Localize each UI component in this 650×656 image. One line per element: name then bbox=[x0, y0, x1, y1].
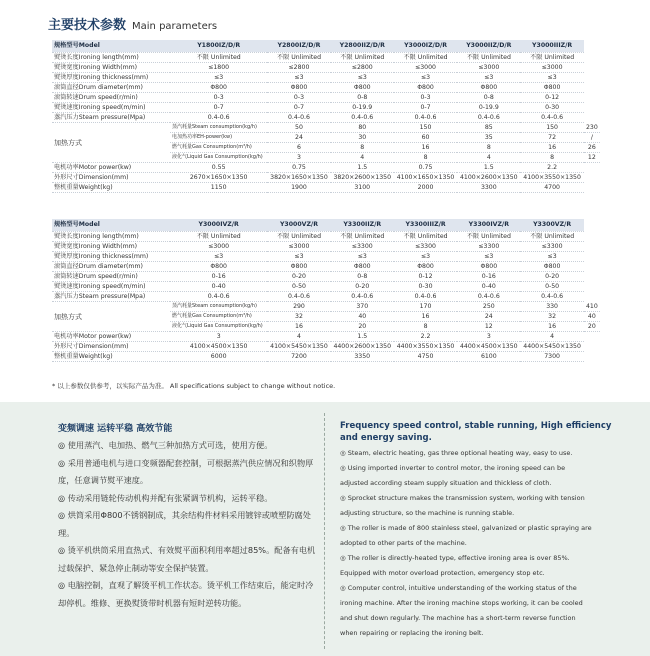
feature-en-item: ◎ The roller is directly-heated type, effective ironing area is over 85%. Equipped with motor overload protection, emergency stop etc. bbox=[340, 554, 570, 577]
row-label: 熨烫速度Ironing speed(m/min) bbox=[52, 103, 170, 113]
table-row bbox=[52, 272, 600, 282]
table-cell: ≤3 bbox=[457, 252, 520, 262]
table-cell: 20 bbox=[331, 322, 394, 332]
table-cell: 330 bbox=[520, 302, 583, 312]
row-label: 整机重量Weight(kg) bbox=[52, 352, 170, 362]
table-cell: ≤3300 bbox=[394, 242, 457, 252]
column-header: Y1800IZ/D/R bbox=[170, 40, 267, 53]
features-en-heading: Frequency speed control, stable running, High efficiency and energy saving. bbox=[340, 421, 612, 443]
feature-cn-item: ◎ 传动采用链轮传动机构并配有张紧调节机构，运转平稳。 bbox=[58, 492, 273, 503]
table-cell: 26 bbox=[584, 143, 600, 153]
row-label: 外形尺寸Dimension(mm) bbox=[52, 342, 170, 352]
table-cell: 2670×1650×1350 bbox=[170, 173, 267, 183]
table-cell: 不限 Unlimited bbox=[457, 53, 520, 63]
table-cell: 0-3 bbox=[170, 93, 267, 103]
table-cell: 4100×3550×1350 bbox=[520, 173, 583, 183]
table-cell: 1.5 bbox=[331, 332, 394, 342]
row-label: 熨烫厚度Ironing thickness(mm) bbox=[52, 73, 170, 83]
row-label: 熨烫宽度Ironing Width(mm) bbox=[52, 63, 170, 73]
table-cell: 3820×1650×1350 bbox=[267, 173, 330, 183]
table-cell: 不限 Unlimited bbox=[170, 232, 267, 242]
table-cell: 8 bbox=[331, 143, 394, 153]
table-cell: 0-19.9 bbox=[457, 103, 520, 113]
table-cell: 8 bbox=[394, 153, 457, 163]
row-label: 蒸汽压力Steam pressure(Mpa) bbox=[52, 113, 170, 123]
spec-table-2 bbox=[52, 219, 600, 362]
table-cell: 4100×4500×1350 bbox=[170, 342, 267, 352]
column-header: Y3000VZ/R bbox=[267, 219, 330, 232]
table-cell: Φ800 bbox=[457, 262, 520, 272]
table-cell: ≤3 bbox=[520, 73, 583, 83]
table-cell: 4 bbox=[457, 153, 520, 163]
table-cell: 3 bbox=[170, 332, 267, 342]
table-cell: ≤3 bbox=[520, 252, 583, 262]
header-label: 规格型号Model bbox=[52, 219, 170, 232]
table-cell: 6 bbox=[267, 143, 330, 153]
row-label: 液化气Liquid Gas Consumption(kg/h) bbox=[170, 153, 267, 163]
table-cell: Φ800 bbox=[170, 83, 267, 93]
row-label: 熨烫厚度Ironing thickness(mm) bbox=[52, 252, 170, 262]
row-label: 蒸汽耗量Steam consumption(kg/h) bbox=[170, 123, 267, 133]
table-row bbox=[52, 73, 600, 83]
table-cell: 不限 Unlimited bbox=[394, 232, 457, 242]
feature-en-item: ◎ Using imported inverter to control motor, the ironing speed can be adjusted according steam supply situation and thickless of cloth. bbox=[340, 464, 566, 487]
table-cell: 0-8 bbox=[331, 93, 394, 103]
row-label: 熨烫长度Ironing length(mm) bbox=[52, 53, 170, 63]
features-cn-heading: 变频调速 运转平稳 高效节能 bbox=[58, 424, 173, 434]
table-cell: 3 bbox=[457, 332, 520, 342]
heating-group-label: 加热方式 bbox=[52, 123, 170, 163]
table-cell: 3300 bbox=[457, 183, 520, 193]
table-cell: 4400×4500×1350 bbox=[457, 342, 520, 352]
table-cell: ≤1800 bbox=[170, 63, 267, 73]
table-cell: Φ800 bbox=[520, 262, 583, 272]
row-label: 滚筒转速Drum speed(r/min) bbox=[52, 93, 170, 103]
table-cell: ≤3 bbox=[170, 73, 267, 83]
column-header: Y3000IIIZ/R bbox=[520, 40, 583, 53]
table-cell: 0-7 bbox=[394, 103, 457, 113]
table-cell: 0.4-0.6 bbox=[394, 113, 457, 123]
table-cell: 8 bbox=[457, 143, 520, 153]
table-cell: 0.4-0.6 bbox=[170, 113, 267, 123]
table-cell: 150 bbox=[394, 123, 457, 133]
row-label: 滚筒直径Drum diameter(mm) bbox=[52, 83, 170, 93]
table-row bbox=[52, 282, 600, 292]
table-cell: 0-19.9 bbox=[331, 103, 394, 113]
table-cell: ≤2800 bbox=[331, 63, 394, 73]
table-cell: 30 bbox=[331, 133, 394, 143]
table-cell: 4700 bbox=[520, 183, 583, 193]
table-cell: 40 bbox=[584, 312, 600, 322]
table-cell: 0.55 bbox=[170, 163, 267, 173]
table-cell: 0-16 bbox=[170, 272, 267, 282]
table-cell: 不限 Unlimited bbox=[331, 53, 394, 63]
table-cell: 3350 bbox=[331, 352, 394, 362]
table-cell: 7200 bbox=[267, 352, 330, 362]
row-label: 电加热功率EH-power(kw) bbox=[170, 133, 267, 143]
table-cell: 0.4-0.6 bbox=[267, 292, 330, 302]
table-cell: 0.4-0.6 bbox=[457, 292, 520, 302]
row-label: 电机功率Motor power(kw) bbox=[52, 163, 170, 173]
feature-cn-item: ◎ 使用蒸汽、电加热、燃气三种加热方式可选，使用方便。 bbox=[58, 440, 273, 450]
column-header: Y3000IVZ/R bbox=[170, 219, 267, 232]
table-cell: 16 bbox=[394, 143, 457, 153]
table-cell: ≤3 bbox=[267, 73, 330, 83]
table-cell: 0.75 bbox=[394, 163, 457, 173]
table-cell: 8 bbox=[394, 322, 457, 332]
table-cell: 0.4-0.6 bbox=[331, 292, 394, 302]
table-cell: ≤3 bbox=[331, 252, 394, 262]
table-row bbox=[52, 93, 600, 103]
table-cell: Φ800 bbox=[520, 83, 583, 93]
table-cell: 不限 Unlimited bbox=[457, 232, 520, 242]
title-cn: 主要技术参数 bbox=[48, 18, 127, 33]
table-cell: 250 bbox=[457, 302, 520, 312]
table-row bbox=[52, 103, 600, 113]
table-cell: 0.4-0.6 bbox=[457, 113, 520, 123]
table-cell: ≤3000 bbox=[457, 63, 520, 73]
column-header: Y3300IIIZ/R bbox=[394, 219, 457, 232]
table-row bbox=[52, 123, 600, 133]
table-cell: 2.2 bbox=[394, 332, 457, 342]
header-label: 规格型号Model bbox=[52, 40, 170, 53]
table-cell: 4100×1650×1350 bbox=[394, 173, 457, 183]
feature-en-item: ◎ Sprocket structure makes the transmission system, working with tension adjusting structure, so the machine is running stable. bbox=[340, 494, 585, 517]
table-cell: 0-50 bbox=[520, 282, 583, 292]
table-cell: 4100×2600×1350 bbox=[457, 173, 520, 183]
table-row bbox=[52, 332, 600, 342]
table-row bbox=[52, 83, 600, 93]
table-cell: ≤3 bbox=[267, 252, 330, 262]
table-cell: 170 bbox=[394, 302, 457, 312]
table-cell: 0.4-0.6 bbox=[331, 113, 394, 123]
table-cell: ≤3 bbox=[170, 252, 267, 262]
table-row bbox=[52, 173, 600, 183]
table-cell: 72 bbox=[520, 133, 583, 143]
row-label: 燃气耗量Gas Consumption(m³/h) bbox=[170, 143, 267, 153]
table-cell: 0-7 bbox=[170, 103, 267, 113]
table-cell: 16 bbox=[520, 143, 583, 153]
table-row bbox=[52, 342, 600, 352]
table-cell: 1900 bbox=[267, 183, 330, 193]
column-header: Y2800IIZ/D/R bbox=[331, 40, 394, 53]
table-cell: ≤3 bbox=[394, 73, 457, 83]
table-cell: 2000 bbox=[394, 183, 457, 193]
row-label: 蒸汽耗量Steam consumption(kg/h) bbox=[170, 302, 267, 312]
table-row bbox=[52, 63, 600, 73]
feature-en-item: ◎ Steam, electric heating, gas three optional heating way, easy to use. bbox=[340, 449, 573, 457]
table-cell: 12 bbox=[584, 153, 600, 163]
table-cell: 0.4-0.6 bbox=[394, 292, 457, 302]
title-en: Main parameters bbox=[132, 21, 218, 32]
table-cell: 4400×3550×1350 bbox=[394, 342, 457, 352]
spec-table-1 bbox=[52, 40, 600, 193]
table-cell: 4400×5450×1350 bbox=[520, 342, 583, 352]
table-cell: 4 bbox=[331, 153, 394, 163]
table-cell: 0.4-0.6 bbox=[267, 113, 330, 123]
table-header-row bbox=[52, 40, 600, 53]
row-label: 滚筒转速Drum speed(r/min) bbox=[52, 272, 170, 282]
table-cell: / bbox=[584, 133, 600, 143]
table-row bbox=[52, 163, 600, 173]
table-cell: Φ800 bbox=[457, 83, 520, 93]
table-cell: ≤3000 bbox=[520, 63, 583, 73]
feature-en-item: ◎ The roller is made of 800 stainless steel, galvanized or plastic spraying are adopted to other parts of the machine. bbox=[340, 524, 592, 547]
row-label: 滚筒直径Drum diameter(mm) bbox=[52, 262, 170, 272]
table-cell: 不限 Unlimited bbox=[267, 53, 330, 63]
table-cell: 60 bbox=[394, 133, 457, 143]
table-cell: ≤3 bbox=[457, 73, 520, 83]
table-cell: 0-40 bbox=[457, 282, 520, 292]
table-cell: ≤3300 bbox=[331, 242, 394, 252]
table-row bbox=[52, 352, 600, 362]
table-row bbox=[52, 252, 600, 262]
table-cell: 80 bbox=[331, 123, 394, 133]
table-cell: 3820×2600×1350 bbox=[331, 173, 394, 183]
table-cell: 24 bbox=[267, 133, 330, 143]
table-cell: 0.4-0.6 bbox=[520, 292, 583, 302]
table-cell: 410 bbox=[584, 302, 600, 312]
table-cell: 16 bbox=[394, 312, 457, 322]
table-cell: 16 bbox=[520, 322, 583, 332]
table-cell: 不限 Unlimited bbox=[520, 232, 583, 242]
table-cell: 2.2 bbox=[520, 163, 583, 173]
table-cell: 0-50 bbox=[267, 282, 330, 292]
table-cell: 8 bbox=[520, 153, 583, 163]
table-row bbox=[52, 113, 600, 123]
table-cell: 85 bbox=[457, 123, 520, 133]
feature-cn-item: ◎ 采用普通电机与进口变频器配套控制，可根据蒸汽供应情况和织物厚度，任意调节熨平速度。 bbox=[58, 457, 314, 485]
table-cell: ≤2800 bbox=[267, 63, 330, 73]
row-label: 整机重量Weight(kg) bbox=[52, 183, 170, 193]
table-cell: 0-8 bbox=[457, 93, 520, 103]
table-cell: 4 bbox=[520, 332, 583, 342]
table-cell: 3100 bbox=[331, 183, 394, 193]
table-cell: 12 bbox=[457, 322, 520, 332]
table-cell: Φ800 bbox=[170, 262, 267, 272]
table-cell: 290 bbox=[267, 302, 330, 312]
footnote: * 以上参数仅供参考，以实际产品为准。 All specifications subject to change without notice. bbox=[52, 382, 336, 390]
table-cell: 0-40 bbox=[170, 282, 267, 292]
table-cell: 4750 bbox=[394, 352, 457, 362]
column-header: Y3000IIZ/D/R bbox=[457, 40, 520, 53]
table-cell: ≤3300 bbox=[520, 242, 583, 252]
table-cell: 1150 bbox=[170, 183, 267, 193]
table-cell: 4400×2600×1350 bbox=[331, 342, 394, 352]
table-cell: Φ800 bbox=[331, 83, 394, 93]
column-header: Y3300IIZ/R bbox=[331, 219, 394, 232]
table-cell: 0-20 bbox=[520, 272, 583, 282]
features-cn-list bbox=[58, 437, 316, 612]
table-cell: Φ800 bbox=[331, 262, 394, 272]
table-header-row bbox=[52, 219, 600, 232]
table-cell: 0-12 bbox=[394, 272, 457, 282]
table-cell: 0-20 bbox=[267, 272, 330, 282]
table-cell: 230 bbox=[584, 123, 600, 133]
table-cell: 0-3 bbox=[267, 93, 330, 103]
column-header: Y3300IVZ/R bbox=[457, 219, 520, 232]
row-label: 燃气耗量Gas Consumption(m³/h) bbox=[170, 312, 267, 322]
features-en-list bbox=[340, 446, 594, 641]
table-cell: 3 bbox=[267, 153, 330, 163]
table-cell: 不限 Unlimited bbox=[394, 53, 457, 63]
table-cell: Φ800 bbox=[267, 83, 330, 93]
table-cell: 20 bbox=[584, 322, 600, 332]
table-cell: 7300 bbox=[520, 352, 583, 362]
table-cell: 0-8 bbox=[331, 272, 394, 282]
table-row bbox=[52, 242, 600, 252]
table-cell: 370 bbox=[331, 302, 394, 312]
table-cell: 0.75 bbox=[267, 163, 330, 173]
page-title bbox=[48, 14, 217, 33]
table-cell: 不限 Unlimited bbox=[331, 232, 394, 242]
table-row bbox=[52, 262, 600, 272]
table-cell: 0-3 bbox=[394, 93, 457, 103]
table-cell: 1.5 bbox=[331, 163, 394, 173]
column-divider bbox=[324, 413, 325, 649]
table-cell: 不限 Unlimited bbox=[267, 232, 330, 242]
row-label: 电机功率Motor power(kw) bbox=[52, 332, 170, 342]
table-cell: Φ800 bbox=[267, 262, 330, 272]
table-row bbox=[52, 302, 600, 312]
table-cell: 0-16 bbox=[457, 272, 520, 282]
table-row bbox=[52, 292, 600, 302]
row-label: 熨烫宽度Ironing Width(mm) bbox=[52, 242, 170, 252]
table-cell: 1.5 bbox=[457, 163, 520, 173]
heating-group-label: 加热方式 bbox=[52, 302, 170, 332]
table-cell: ≤3300 bbox=[457, 242, 520, 252]
table-cell: 0-7 bbox=[267, 103, 330, 113]
table-cell: 16 bbox=[267, 322, 330, 332]
table-cell: 0.4-0.6 bbox=[520, 113, 583, 123]
table-cell: 6100 bbox=[457, 352, 520, 362]
table-cell: 0-30 bbox=[394, 282, 457, 292]
column-header: Y2800IZ/D/R bbox=[267, 40, 330, 53]
table-cell: 0-12 bbox=[520, 93, 583, 103]
table-cell: Φ800 bbox=[394, 262, 457, 272]
table-cell: 不限 Unlimited bbox=[520, 53, 583, 63]
feature-cn-item: ◎ 烘筒采用Φ800不锈钢制成，其余结构件材料采用镀锌或喷塑防腐处理。 bbox=[58, 510, 311, 538]
table-cell: ≤3000 bbox=[394, 63, 457, 73]
table-cell: 24 bbox=[457, 312, 520, 322]
feature-cn-item: ◎ 烫平机烘筒采用直热式、有效熨平面积利用率超过85%。配备有电机过载保护、紧急停止制动等安全保护装置。 bbox=[58, 545, 316, 573]
table-cell: 4100×5450×1350 bbox=[267, 342, 330, 352]
table-cell: 0-20 bbox=[331, 282, 394, 292]
table-cell: 32 bbox=[267, 312, 330, 322]
table-cell: 0.4-0.6 bbox=[170, 292, 267, 302]
row-label: 液化气Liquid Gas Consumption(kg/h) bbox=[170, 322, 267, 332]
row-label: 熨烫速度Ironing speed(m/min) bbox=[52, 282, 170, 292]
feature-cn-item: ◎ 电脑控制，直观了解烫平机工作状态。烫平机工作结束后，能定时冷却停机。维修、更换熨烫带时机器有短时逆转功能。 bbox=[58, 580, 314, 608]
table-row bbox=[52, 53, 600, 63]
table-cell: 32 bbox=[520, 312, 583, 322]
feature-en-item: ◎ Computer control, intuitive understanding of the working status of the ironing machine. After the ironing machine stops working, it can be cooled and shut down regularly. The machine has a short-term reverse function when repairing or replacing the ironing belt. bbox=[340, 584, 583, 637]
column-header: Y3000IZ/D/R bbox=[394, 40, 457, 53]
table-cell: ≤3000 bbox=[170, 242, 267, 252]
table-cell: ≤3 bbox=[394, 252, 457, 262]
table-row bbox=[52, 232, 600, 242]
table-cell: 35 bbox=[457, 133, 520, 143]
table-cell: Φ800 bbox=[394, 83, 457, 93]
table-cell: ≤3000 bbox=[267, 242, 330, 252]
table-cell: 4 bbox=[267, 332, 330, 342]
table-row bbox=[52, 183, 600, 193]
row-label: 外形尺寸Dimension(mm) bbox=[52, 173, 170, 183]
row-label: 熨烫长度Ironing length(mm) bbox=[52, 232, 170, 242]
table-cell: 0-30 bbox=[520, 103, 583, 113]
table-cell: 40 bbox=[331, 312, 394, 322]
table-cell: 6000 bbox=[170, 352, 267, 362]
table-cell: 150 bbox=[520, 123, 583, 133]
table-cell: 50 bbox=[267, 123, 330, 133]
row-label: 蒸汽压力Steam pressure(Mpa) bbox=[52, 292, 170, 302]
table-cell: ≤3 bbox=[331, 73, 394, 83]
column-header: Y3300VZ/R bbox=[520, 219, 583, 232]
table-cell: 不限 Unlimited bbox=[170, 53, 267, 63]
